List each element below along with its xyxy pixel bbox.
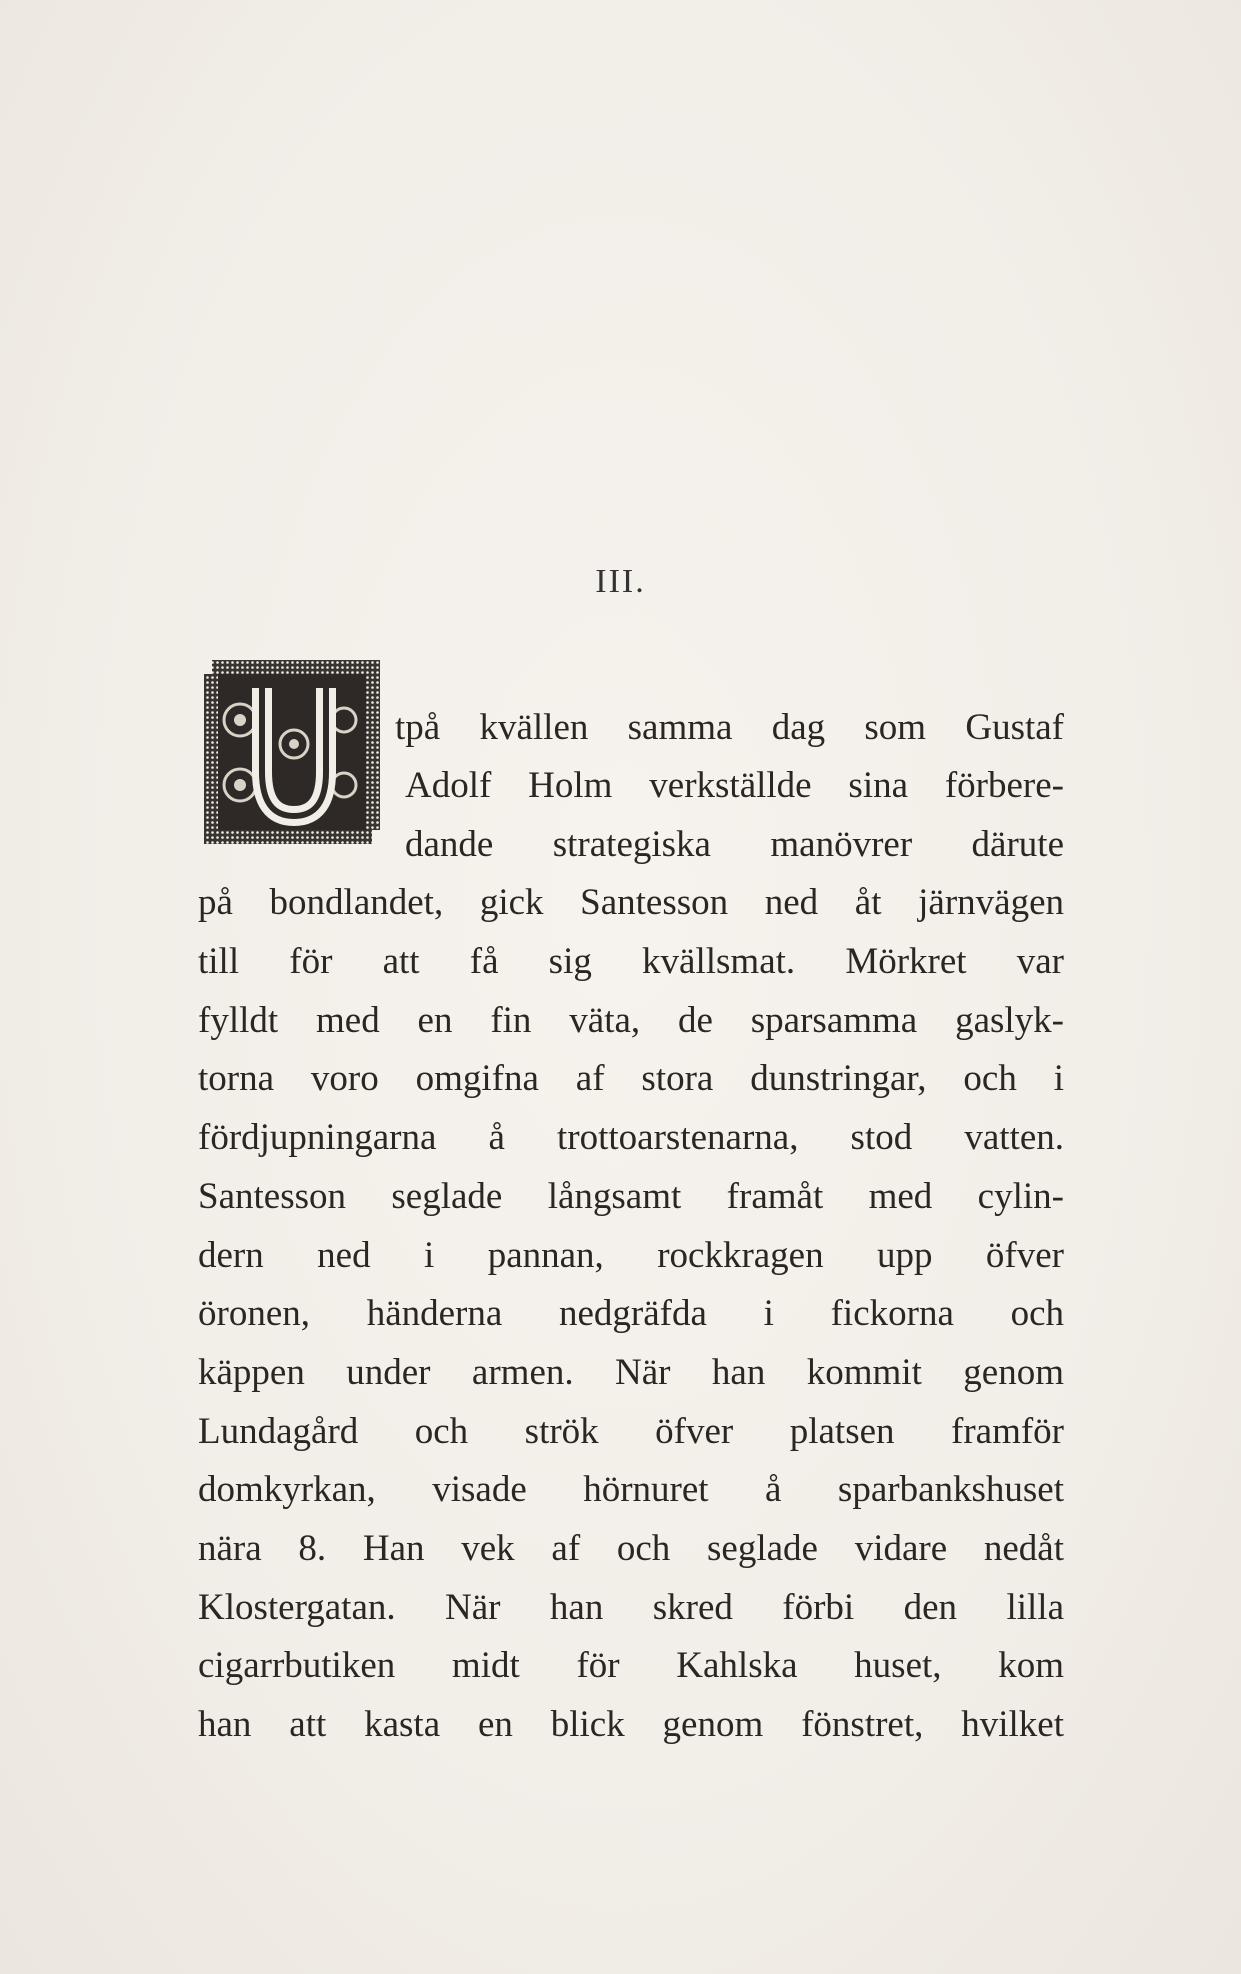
text-line: Adolf Holm verkställde sina förbere- (405, 765, 1064, 806)
text-line: Santesson seglade långsamt framåt med cylin- (198, 1176, 1064, 1217)
text-line: domkyrkan, visade hörnuret å sparbankshuset (198, 1469, 1064, 1510)
chapter-heading: III. (595, 563, 646, 600)
ornamental-initial-icon (200, 660, 390, 846)
text-line: fylldt med en fin väta, de sparsamma gaslyk- (198, 1000, 1064, 1041)
text-line: käppen under armen. När han kommit genom (198, 1352, 1064, 1393)
text-line: dern ned i pannan, rockkragen upp öfver (198, 1235, 1064, 1276)
text-line: fördjupningarna å trottoarstenarna, stod vatten. (198, 1117, 1064, 1158)
text-line: öronen, händerna nedgräfda i fickorna och (198, 1293, 1064, 1334)
text-line: tpå kvällen samma dag som Gustaf (395, 707, 1064, 748)
text-line: han att kasta en blick genom fönstret, hvilket (198, 1704, 1064, 1745)
text-line: nära 8. Han vek af och seglade vidare nedåt (198, 1528, 1064, 1569)
text-line: dande strategiska manövrer därute (405, 824, 1064, 865)
text-line: Lundagård och strök öfver platsen framför (198, 1411, 1064, 1452)
text-line: till för att få sig kvällsmat. Mörkret var (198, 941, 1064, 982)
text-line: på bondlandet, gick Santesson ned åt järnvägen (198, 882, 1064, 923)
text-line: Klostergatan. När han skred förbi den lilla (198, 1587, 1064, 1628)
text-line: torna voro omgifna af stora dunstringar, och i (198, 1058, 1064, 1099)
text-line: cigarrbutiken midt för Kahlska huset, kom (198, 1645, 1064, 1686)
